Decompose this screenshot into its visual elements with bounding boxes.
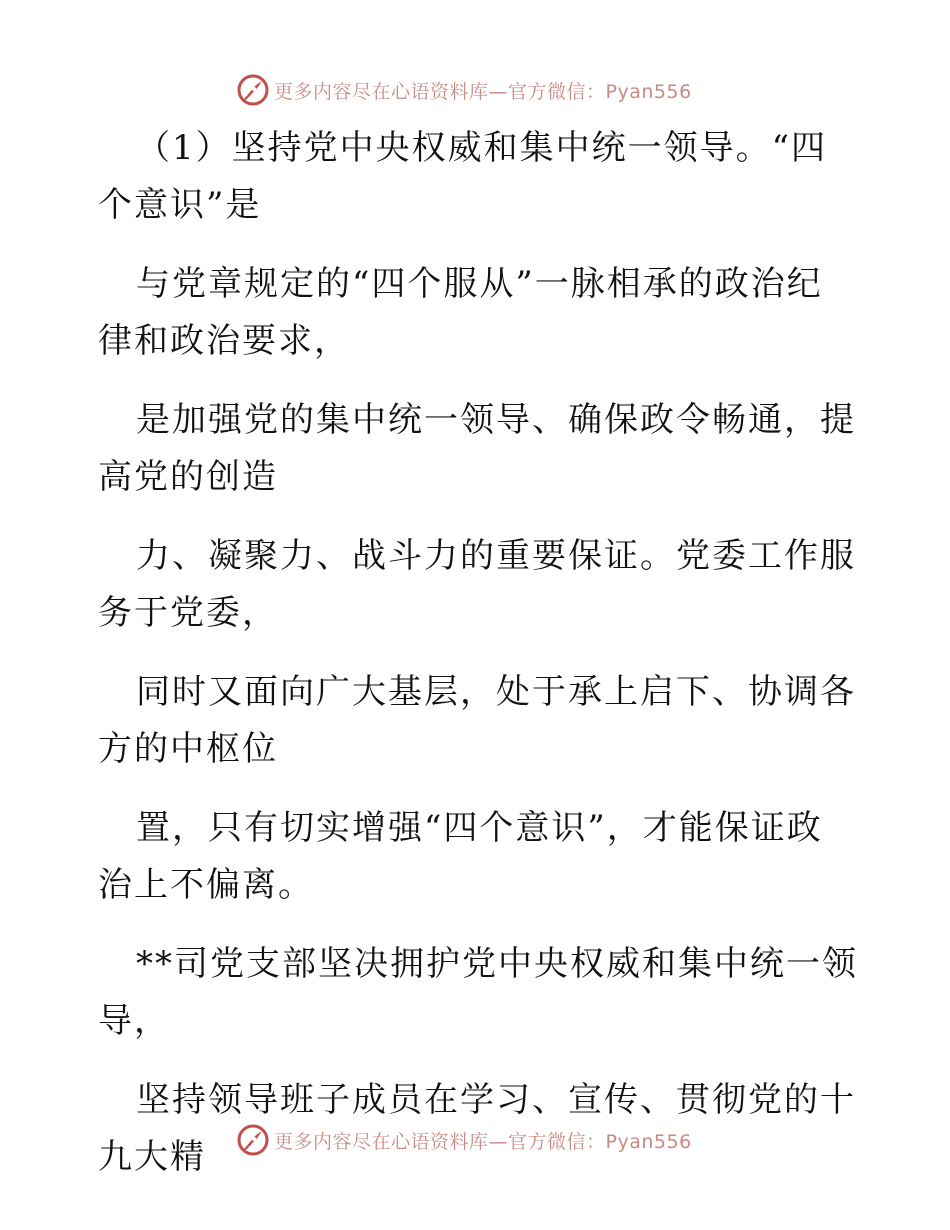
pen-nib-circle-icon: [236, 1123, 270, 1157]
document-body: [98, 120, 858, 1208]
header-watermark: [236, 72, 716, 108]
paragraph: 力、凝聚力、战斗力的重要保证。党委工作服务于党委，: [98, 536, 856, 633]
paragraph: 是加强党的集中统一领导、确保政令畅通，提高党的创造: [98, 400, 856, 497]
footer-watermark-text: 更多内容尽在心语资料库—官方微信：Pyan556: [274, 1130, 692, 1153]
paragraph: 置，只有切实增强“四个意识”，才能保证政治上不偏离。: [98, 808, 823, 905]
paragraph: （1）坚持党中央权威和集中统一领导。“四个意识”是: [98, 128, 828, 225]
paragraph: **司党支部坚决拥护党中央权威和集中统一领导，: [98, 944, 858, 1041]
pen-nib-circle-icon: [236, 73, 270, 107]
footer-watermark: [236, 1122, 716, 1158]
paragraph: 坚持领导班子成员在学习、宣传、贯彻党的十九大精: [98, 1080, 856, 1177]
paragraph: 同时又面向广大基层，处于承上启下、协调各方的中枢位: [98, 672, 856, 769]
header-watermark-text: 更多内容尽在心语资料库—官方微信：Pyan556: [274, 80, 692, 103]
paragraph: 与党章规定的“四个服从”一脉相承的政治纪律和政治要求，: [98, 264, 823, 361]
